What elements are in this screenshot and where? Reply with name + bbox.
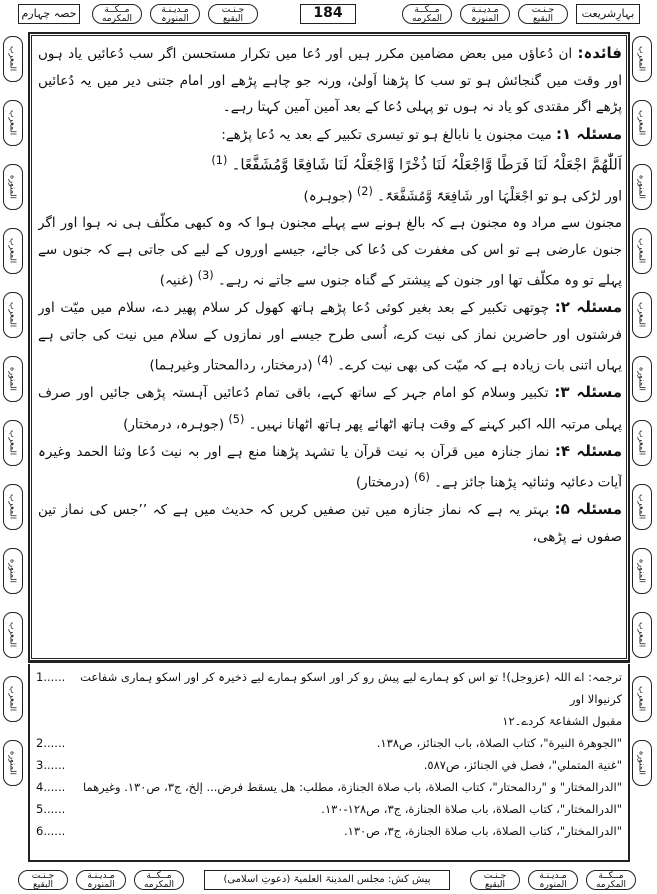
book-title: بہارِشریعت (576, 4, 640, 24)
margin-tag: المنوره (632, 164, 652, 210)
footnote-number: 1...... (36, 670, 66, 684)
section-label: حصہ چہارم (18, 4, 80, 24)
margin-tag: المعرب (3, 676, 23, 722)
margin-tag: المعرب (632, 676, 652, 722)
margin-tag: المعرب (3, 612, 23, 658)
footer-pill-baqi-2: جـنـت البقيع (470, 870, 520, 890)
margin-tag: المعرب (3, 484, 23, 530)
footnote-text: "الدرالمختار"، كتاب الصلاة، باب صلاة الجنازة، ج٣، ص١٢٨-١٣٠. (321, 802, 622, 816)
masala-3-source: (جوہرہ، درمختار) (123, 416, 225, 432)
margin-tag: المعرب (632, 228, 652, 274)
margin-tag: المنوره (3, 548, 23, 594)
paragraph-girl (38, 179, 622, 210)
paragraph-masala-2 (38, 294, 622, 379)
footnote-text: ترجمہ: اے اللہ (عزوجل)! تو اس کو ہمارے لیے پیش رو کر اور اسکو ہمارے لیے ذخیرہ کر اور اسکو ہماری شفاعت کرنیوالا اور (80, 670, 622, 706)
footnote-text: "الدرالمختار"، كتاب الصلاة، باب صلاة الجنازة، ج٣، ص١٣٠. (343, 824, 622, 838)
paragraph-faida (38, 40, 622, 121)
footnote-number: 3...... (36, 758, 66, 772)
majnoon-source: (غنیہ) (159, 272, 194, 289)
footnote-ref-3: (3) (197, 269, 214, 282)
right-margin-tags (632, 36, 654, 804)
footnote-4 (36, 776, 622, 798)
masala-1-text: میت مجنون یا نابالغ ہو تو تیسری تکبیر کے بعد یہ دُعا پڑھے: (221, 126, 552, 143)
margin-tag: المنوره (3, 740, 23, 786)
girl-source: (جوہرہ) (303, 188, 353, 205)
masala-5-label: مسئلہ ۵: (554, 500, 622, 518)
footnote-ref-5: (5) (228, 412, 245, 426)
footer-pill-makkah: مــكــة المكرمه (134, 870, 184, 890)
masala-3-text: تکبیر وسلام کو امام جہر کے ساتھ کہے، باقی تمام دُعائیں آہستہ پڑھی جائیں اور صرف پہلی مرتبہ اللہ اکبر کہنے کے وقت ہاتھ اٹھائے پھر ہاتھ اٹھانا نہیں۔ (38, 385, 622, 432)
header-pill-baqi: جـنـت البقيع (208, 4, 258, 24)
footer-bar (0, 866, 657, 894)
masala-4-label: مسئلہ ۴: (554, 441, 622, 460)
faida-label: فائدہ: (577, 44, 622, 62)
margin-tag: المنوره (632, 356, 652, 402)
margin-tag: المعرب (632, 36, 652, 82)
page-number: 184 (300, 4, 356, 24)
masala-4-source: (درمختار) (355, 474, 410, 491)
footnote-1 (36, 666, 622, 710)
dua-text: اَللّٰھُمَّ اجْعَلْہُ لَنَا فَرَطًا وَّاجْعَلْہُ لَنَا ذُخْرًا وَّاجْعَلْہُ لَنَا شَافِعًا وَّمُشَفَّعًا۔ (231, 155, 622, 174)
footer-pill-makkah-2: مــكــة المكرمه (586, 870, 636, 890)
header-pill-madinah: مـديـنـة المنورہ (150, 4, 200, 24)
masala-4-text: نماز جنازہ میں قرآن بہ نیت قرآن یا تشہد پڑھنا منع ہے اور بہ نیت دُعا وثنا الحمد وغیرہ آیات دعائیہ وثنائیہ پڑھنا جائز ہے۔ (38, 443, 622, 491)
majnoon-text: مجنون سے مراد وہ مجنون ہے کہ بالغ ہونے سے پہلے مجنون ہوا کہ وہ کبھی مکلّف ہی نہ ہوا اور اگر جنون عارضی ہے تو اس کی مغفرت کی دُعا کی جائے، جیسے اوروں کے لیے کی جاتی ہے کہ جنوں سے پہلے تو وہ مکلّف تھا اور جنون کے پیشتر کے گناہ جنوں سے جاتے نہ رہے۔ (38, 215, 622, 289)
footnote-text: "الدرالمختار" و "ردالمحتار"، كتاب الصلاة، باب صلاة الجنازة، مطلب: هل يسقط فرض... إلخ، ج٣، ص١٣٠. وغيرهما (82, 780, 622, 794)
margin-tag: المعرب (3, 420, 23, 466)
footnote-2 (36, 732, 622, 754)
header-pill-makkah: مــكــة المكرمه (92, 4, 142, 24)
masala-5-text: بہتر یہ ہے کہ نماز جنازہ میں تین صفیں کریں کہ حدیث میں ہے کہ ’’جس کی نماز تین صفوں نے پڑھی، (38, 502, 622, 545)
margin-tag: المنوره (632, 740, 652, 786)
dua-line (38, 148, 622, 179)
footer-pill-madinah: مـديـنـة المنورہ (76, 870, 126, 890)
footnote-text: "الجوهرة النيرة"، كتاب الصلاة، باب الجنائز، ص١٣٨. (376, 736, 622, 750)
margin-tag: المعرب (632, 292, 652, 338)
masala-2-text: چوتھی تکبیر کے بعد بغیر کوئی دُعا پڑھے ہاتھ کھول کر سلام پھیر دے، سلام میں میّت اور فرشتوں اور حاضرین نماز کی نیت کرے، اُسی طرح جیسے اور نمازوں کے سلام میں نیت کی جاتی ہے یہاں اتنی بات زیادہ ہے کہ میّت کی بھی نیت کرے۔ (38, 300, 622, 374)
footnote-ref-2: (2) (356, 185, 373, 198)
margin-tag: المعرب (632, 100, 652, 146)
main-text (38, 40, 622, 656)
footer-pill-baqi: جـنـت البقيع (18, 870, 68, 890)
footnote-number: 5...... (36, 802, 66, 816)
header-bar (0, 0, 657, 28)
margin-tag: المعرب (3, 100, 23, 146)
margin-tag: المنوره (3, 356, 23, 402)
margin-tag: المعرب (3, 292, 23, 338)
paragraph-masala-1 (38, 121, 622, 149)
footnote-ref-4: (4) (317, 354, 333, 367)
girl-text: اور لڑکی ہو تو اجْعَلْہَا اور شَافِعَۃً وَّمُشَفَّعَۃً۔ (377, 188, 622, 205)
margin-tag: المنوره (632, 548, 652, 594)
footnote-5 (36, 798, 622, 820)
paragraph-masala-3 (38, 379, 622, 438)
footnote-ref-6: (6) (413, 471, 430, 484)
footer-pill-madinah-2: مـديـنـة المنورہ (528, 870, 578, 890)
header-pill-makkah-2: مــكــة المكرمه (402, 4, 452, 24)
margin-tag: المنوره (3, 164, 23, 210)
footnote-number: 2...... (36, 736, 66, 750)
footnote-3 (36, 754, 622, 776)
footnote-6 (36, 820, 622, 842)
footnote-1-continued: مقبول الشفاعۃ کردے۔۱۲ (502, 714, 622, 728)
left-margin-tags (3, 36, 25, 804)
footnote-separator (28, 662, 630, 663)
masala-1-label: مسئلہ ۱: (556, 124, 622, 143)
masala-2-label: مسئلہ ۲: (554, 298, 622, 316)
masala-3-label: مسئلہ ۳: (554, 383, 622, 401)
paragraph-masala-4 (38, 438, 622, 497)
footnote-text: "غنية المتملي"، فصل في الجنائز، ص٥٨٧. (423, 758, 622, 772)
margin-tag: المعرب (3, 36, 23, 82)
footnote-ref-1: (1) (211, 154, 228, 167)
footnote-number: 6...... (36, 824, 66, 838)
footnotes (36, 666, 622, 860)
footnote-number: 4...... (36, 780, 66, 794)
margin-tag: المعرب (632, 612, 652, 658)
header-pill-baqi-2: جـنـت البقيع (518, 4, 568, 24)
margin-tag: المعرب (632, 420, 652, 466)
margin-tag: المعرب (632, 484, 652, 530)
margin-tag: المعرب (3, 228, 23, 274)
header-pill-madinah-2: مـديـنـة المنورہ (460, 4, 510, 24)
paragraph-masala-5 (38, 496, 622, 550)
masala-2-source: (درمختار، ردالمحتار وغیرہما) (149, 357, 313, 374)
publisher-label: پیش کش: مجلس المدینۃ العلمیۃ (دعوتِ اسلامی) (204, 870, 450, 890)
paragraph-majnoon (38, 210, 622, 294)
faida-text: ان دُعاؤں میں بعض مضامین مکرر ہیں اور دُعا میں تکرار مستحسن اگر سب دُعائیں یاد ہوں اور وقت میں گنجائش ہو تو سب کا پڑھنا اَولیٰ، ورنہ جو چاہے پڑھے اور امام جتنی دیر میں یہ دُعائیں پڑھے اگر مقتدی کو یاد نہ ہوں تو پہلی دُعا کے بعد آمین آمین کہتا رہے۔ (38, 46, 622, 115)
